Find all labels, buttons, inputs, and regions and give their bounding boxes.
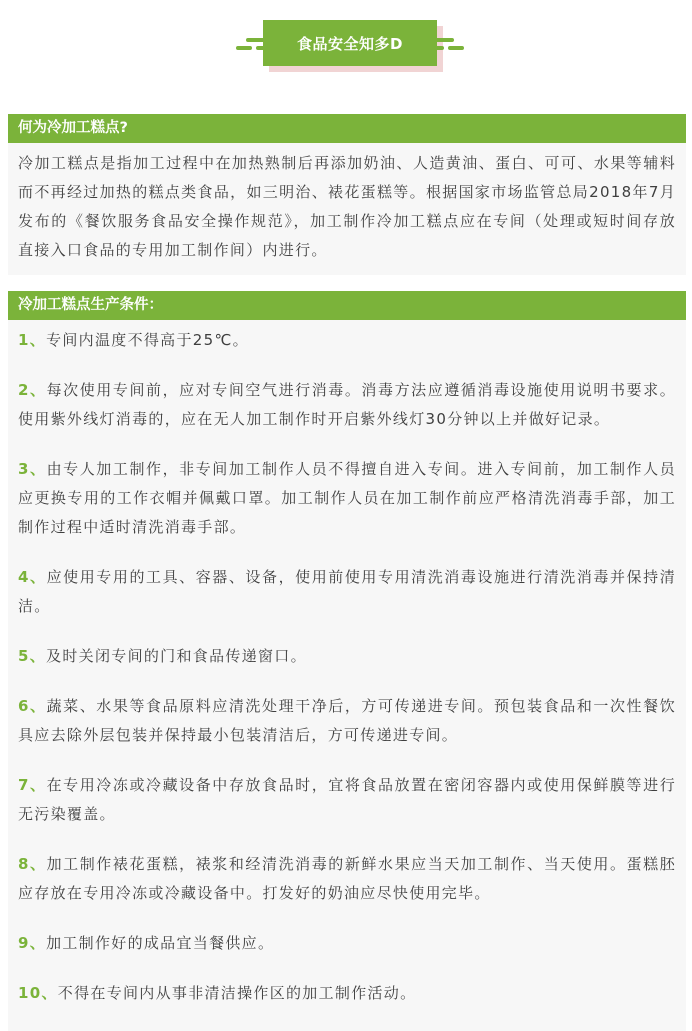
list-item xyxy=(18,979,676,1008)
item-number: 4 xyxy=(18,568,30,586)
right-deco-line-short xyxy=(448,46,464,50)
item-text: 加工制作好的成品宜当餐供应。 xyxy=(46,934,275,952)
item-number-suffix: 、 xyxy=(29,568,47,586)
list-item xyxy=(18,455,676,542)
item-text: 及时关闭专间的门和食品传递窗口。 xyxy=(46,647,307,665)
item-text: 加工制作裱花蛋糕，裱浆和经清洗消毒的新鲜水果应当天加工制作、当天使用。蛋糕胚应存放在专用冷冻或冷藏设备中。打发好的奶油应尽快使用完毕。 xyxy=(18,855,676,902)
conditions-list xyxy=(8,320,686,1008)
conditions-heading: 冷加工糕点生产条件： xyxy=(8,291,686,320)
list-item xyxy=(18,692,676,750)
list-item xyxy=(18,929,676,958)
list-item xyxy=(18,376,676,434)
item-number: 10 xyxy=(18,984,42,1002)
item-number-suffix: 、 xyxy=(29,697,47,715)
item-number-suffix: 、 xyxy=(29,934,47,952)
item-number-suffix: 、 xyxy=(29,647,47,665)
item-text: 应使用专用的工具、容器、设备，使用前使用专用清洗消毒设施进行清洗消毒并保持清洁。 xyxy=(18,568,676,615)
item-text: 在专用冷冻或冷藏设备中存放食品时，宜将食品放置在密闭容器内或使用保鲜膜等进行无污染覆盖。 xyxy=(18,776,676,823)
item-number: 3 xyxy=(18,460,30,478)
intro-heading: 何为冷加工糕点? xyxy=(8,114,686,143)
list-item xyxy=(18,326,676,355)
item-text: 专间内温度不得高于25℃。 xyxy=(46,331,249,349)
item-number-suffix: 、 xyxy=(29,855,47,873)
item-number: 1 xyxy=(18,331,30,349)
left-deco-line-short xyxy=(236,46,252,50)
page-title-badge: 食品安全知多D xyxy=(263,20,437,66)
right-deco-line-top xyxy=(434,38,454,42)
title-badge-area xyxy=(0,20,692,72)
item-text: 蔬菜、水果等食品原料应清洗处理干净后，方可传递进专间。预包装食品和一次性餐饮具应去除外层包装并保持最小包装清洁后，方可传递进专间。 xyxy=(18,697,676,744)
right-deco-line-tiny xyxy=(434,46,444,50)
intro-paragraph: 冷加工糕点是指加工过程中在加热熟制后再添加奶油、人造黄油、蛋白、可可、水果等辅料而不再经过加热的糕点类食品，如三明治、裱花蛋糕等。根据国家市场监管总局2018年7月发布的《餐饮服务食品安全操作规范》，加工制作冷加工糕点应在专间（处理或短时间存放直接入口食品的专用加工制作间）内进行。 xyxy=(18,154,676,259)
conditions-section xyxy=(8,291,686,1031)
intro-section xyxy=(8,114,686,275)
item-number-suffix: 、 xyxy=(29,381,47,399)
item-number: 6 xyxy=(18,697,30,715)
list-item xyxy=(18,771,676,829)
item-number: 7 xyxy=(18,776,30,794)
item-text: 由专人加工制作，非专间加工制作人员不得擅自进入专间。进入专间前，加工制作人员应更换专用的工作衣帽并佩戴口罩。加工制作人员在加工制作前应严格清洗消毒手部，加工制作过程中适时清洗消毒手部。 xyxy=(18,460,676,536)
item-number: 5 xyxy=(18,647,30,665)
list-item xyxy=(18,850,676,908)
item-number: 2 xyxy=(18,381,30,399)
item-number: 8 xyxy=(18,855,30,873)
list-item xyxy=(18,642,676,671)
item-number: 9 xyxy=(18,934,30,952)
item-text: 每次使用专间前，应对专间空气进行消毒。消毒方法应遵循消毒设施使用说明书要求。使用紫外线灯消毒的，应在无人加工制作时开启紫外线灯30分钟以上并做好记录。 xyxy=(18,381,676,428)
item-text: 不得在专间内从事非清洁操作区的加工制作活动。 xyxy=(57,984,417,1002)
list-item xyxy=(18,563,676,621)
item-number-suffix: 、 xyxy=(29,776,47,794)
item-number-suffix: 、 xyxy=(29,331,47,349)
item-number-suffix: 、 xyxy=(41,984,58,1002)
item-number-suffix: 、 xyxy=(29,460,47,478)
